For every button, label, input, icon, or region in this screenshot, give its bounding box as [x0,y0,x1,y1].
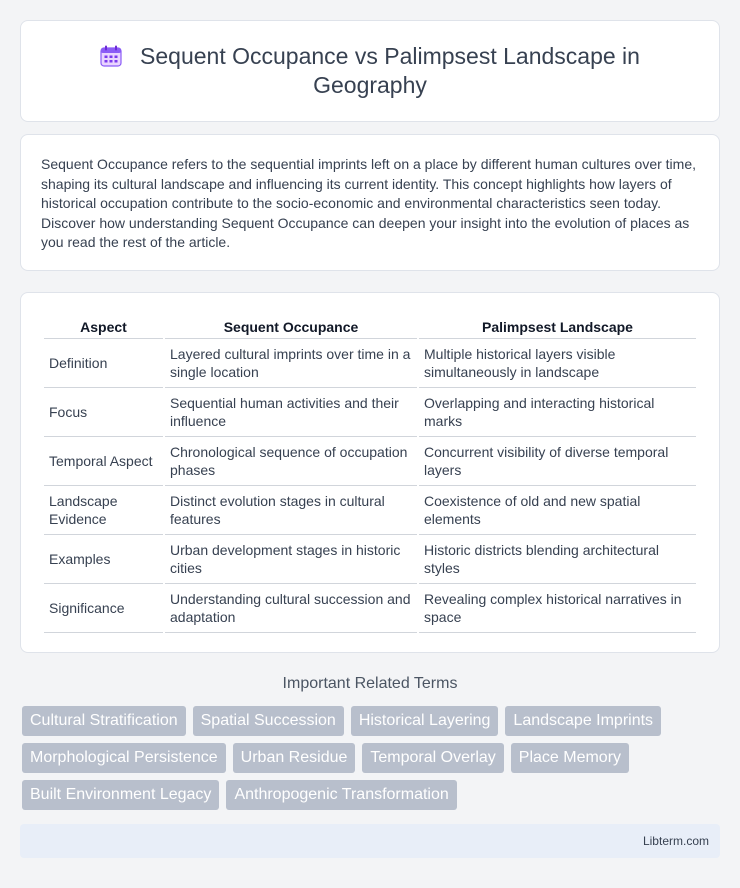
tag-cultural-stratification[interactable]: Cultural Stratification [22,706,186,736]
table-row [44,339,696,388]
cell-sequent: Urban development stages in historic cities [165,535,417,584]
page-title [51,42,689,100]
cell-sequent: Sequential human activities and their influence [165,388,417,437]
table-row [44,388,696,437]
cell-aspect: Landscape Evidence [44,486,163,535]
cell-aspect: Focus [44,388,163,437]
intro-card [20,134,720,271]
tag-temporal-overlay[interactable]: Temporal Overlay [362,743,503,773]
cell-sequent: Layered cultural imprints over time in a single location [165,339,417,388]
tag-historical-layering[interactable]: Historical Layering [351,706,499,736]
cell-palimpsest: Historic districts blending architectural styles [419,535,696,584]
tag-landscape-imprints[interactable]: Landscape Imprints [505,706,661,736]
table-row [44,535,696,584]
cell-palimpsest: Multiple historical layers visible simultaneously in landscape [419,339,696,388]
title-card [20,20,720,122]
cell-sequent: Understanding cultural succession and adaptation [165,584,417,633]
table-row [44,584,696,633]
cell-aspect: Examples [44,535,163,584]
tag-place-memory[interactable]: Place Memory [511,743,629,773]
cell-palimpsest: Overlapping and interacting historical marks [419,388,696,437]
table-row [44,486,696,535]
table-row [44,437,696,486]
calendar-icon [100,45,122,67]
comparison-table [42,315,698,633]
tag-built-environment-legacy[interactable]: Built Environment Legacy [22,780,219,810]
cell-aspect: Temporal Aspect [44,437,163,486]
cell-sequent: Distinct evolution stages in cultural features [165,486,417,535]
tag-anthropogenic-transformation[interactable]: Anthropogenic Transformation [226,780,456,810]
page-title-text: Sequent Occupance vs Palimpsest Landscape in Geography [140,43,640,98]
header-palimpsest-landscape: Palimpsest Landscape [419,315,696,339]
cell-palimpsest: Revealing complex historical narratives in space [419,584,696,633]
related-terms-title: Important Related Terms [282,675,458,692]
tag-urban-residue[interactable]: Urban Residue [233,743,356,773]
cell-sequent: Chronological sequence of occupation phases [165,437,417,486]
header-aspect: Aspect [44,315,163,339]
footer-brand-link[interactable]: Libterm.com [642,834,709,848]
cell-aspect: Definition [44,339,163,388]
table-header-row [44,315,696,339]
cell-palimpsest: Coexistence of old and new spatial elements [419,486,696,535]
intro-text: Sequent Occupance refers to the sequential imprints left on a place by different human cultures over time, shaping its cultural landscape and influencing its current identity. This concept highlights how layers of historical occupation contribute to the socio-economic and environmental characteristics seen today. Discover how understanding Sequent Occupance can deepen your insight into the evolution of places as you read the rest of the article. [41,156,696,251]
related-terms-list [22,706,720,810]
header-sequent-occupance: Sequent Occupance [165,315,417,339]
cell-aspect: Significance [44,584,163,633]
cell-palimpsest: Concurrent visibility of diverse temporal layers [419,437,696,486]
tag-morphological-persistence[interactable]: Morphological Persistence [22,743,226,773]
tag-spatial-succession[interactable]: Spatial Succession [193,706,344,736]
footer [20,824,720,858]
comparison-table-card [20,292,720,653]
